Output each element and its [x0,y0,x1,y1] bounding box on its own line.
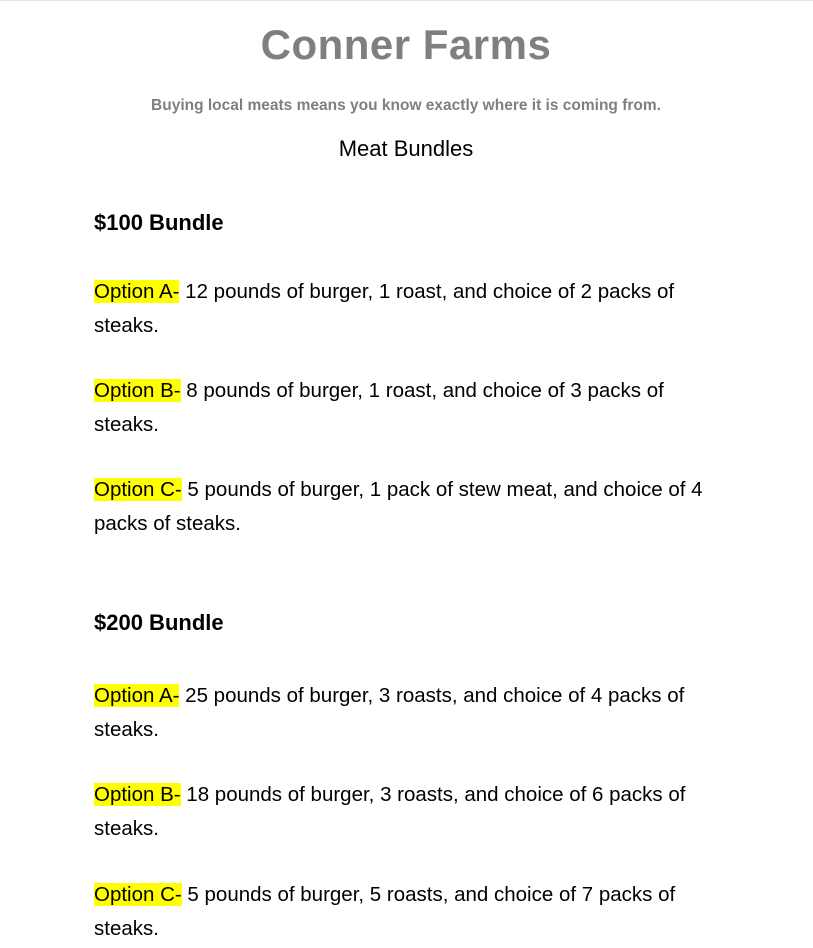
bundle-100-option-c [94,473,724,540]
bundle-200-option-c [94,878,724,945]
option-text: 12 pounds of burger, 1 roast, and choice of 2 packs of steaks. [94,280,675,337]
option-label: Option A- [94,684,180,707]
option-label: Option B- [94,379,181,402]
bundle-heading-100: $100 Bundle [94,210,224,235]
option-label: Option C- [94,478,182,501]
bundle-200-option-b [94,778,724,845]
document-subtitle: Meat Bundles [338,136,474,161]
option-text: 5 pounds of burger, 5 roasts, and choice of 7 packs of steaks. [94,883,676,940]
document-title: Conner Farms [260,21,552,68]
option-label: Option A- [94,280,180,303]
option-text: 8 pounds of burger, 1 roast, and choice of 3 packs of steaks. [94,379,664,436]
option-label: Option C- [94,883,182,906]
bundle-100-option-b [94,374,724,441]
document-tagline: Buying local meats means you know exactly where it is coming from. [151,97,661,114]
option-text: 18 pounds of burger, 3 roasts, and choice of 6 packs of steaks. [94,783,686,840]
bundle-heading-200: $200 Bundle [94,610,224,635]
option-text: 5 pounds of burger, 1 pack of stew meat, and choice of 4 packs of steaks. [94,478,703,535]
bundle-100-option-a [94,275,724,342]
bundle-200-option-a [94,679,724,746]
option-label: Option B- [94,783,181,806]
option-text: 25 pounds of burger, 3 roasts, and choice of 4 packs of steaks. [94,684,685,741]
page-top-edge [0,0,813,1]
